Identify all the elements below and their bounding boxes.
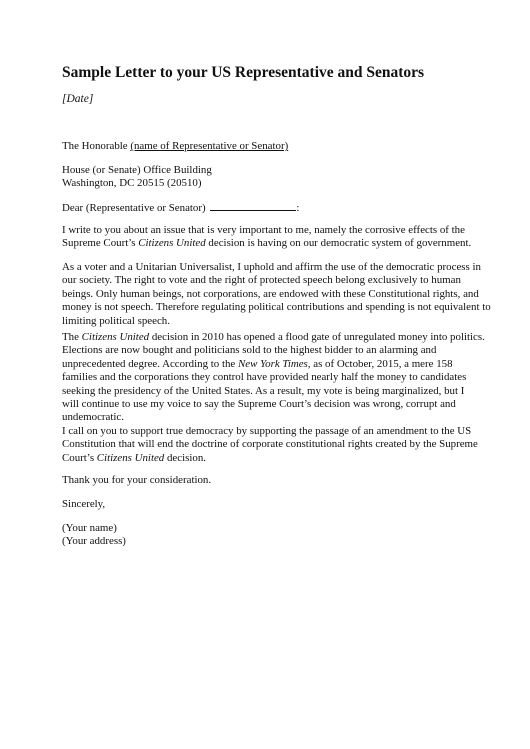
paragraph-4-line [62,452,482,465]
paragraph-2-line: As a voter and a Unitarian Universalist, I uphold and affirm the use of the democratic process in [62,261,481,273]
paragraph-3-line [62,358,482,371]
paragraph-3-line: families and the corporations they control have provided nearly half the money to candidates [62,371,467,384]
paragraph-3-line: will continue to use my voice to say the Supreme Court’s decision was wrong, corrupt and [62,398,456,411]
paragraph-2-line: limiting political speech. [62,314,170,327]
paragraph-4 [62,425,482,465]
paragraph-3 [62,331,485,425]
greeting-text: Dear (Representative or Senator) [62,202,209,214]
signature-name: (Your name) [62,522,117,534]
paragraph-4-text: Court’s [62,451,97,464]
greeting-line [62,201,482,215]
address-line-2: Washington, DC 20515 (20510) [62,177,202,190]
paragraph-4-italic: Citizens United [96,451,165,464]
greeting-suffix: : [296,202,300,214]
recipient-address [62,164,482,191]
paragraph-3-italic: Citizens United [81,331,150,343]
recipient-prefix: The Honorable [62,140,131,152]
paragraph-2-line: our society. The right to vote and the right of protected speech belong exclusively to human [62,274,461,287]
paragraph-3-text: The [62,331,82,343]
date-placeholder: [Date] [62,93,94,105]
paragraph-3-text: as of October, 2015, a mere 158 [310,357,453,370]
page-title: Sample Letter to your US Representative and Senators [62,64,425,81]
paragraph-3-line: seeking the presidency of the United States. As a result, my vote is being marginalized, but I [62,384,465,397]
signature-address: (Your address) [62,535,126,548]
paragraph-4-text: decision. [164,451,207,464]
recipient-name: (name of Representative or Senator) [130,140,289,152]
signature-block [62,522,482,549]
paragraph-2 [62,261,491,328]
paragraph-1-part-2: decision is having on our democratic system of government. [205,237,472,250]
closing-line: Sincerely, [62,498,106,510]
paragraph-2-line: money is not speech. Therefore regulating political contributions and spending is not equivalent to [62,301,491,314]
paragraph-4-line: I call on you to support true democracy by supporting the passage of an amendment to the US [62,425,472,437]
paragraph-4-line: Constitution that will end the doctrine of corporate constitutional rights created by the Supreme [62,438,478,451]
paragraph-3-line [62,331,485,344]
greeting-blank-line [210,201,296,211]
paragraph-3-line: Elections are now bought and politicians sold to the highest bidder to an alarming and [62,344,437,357]
paragraph-3-italic: New York Times, [238,357,311,370]
paragraph-1-part-1: I write to you about an issue that is very important to me, namely the corrosive effects of the Supreme Court’s [62,224,465,250]
thanks-line: Thank you for your consideration. [62,474,212,486]
paragraph-1 [62,224,482,251]
paragraph-2-line: beings. Only human beings, not corporations, are endowed with these Constitutional rights, and [62,287,479,300]
paragraph-3-line: undemocratic. [62,411,124,424]
recipient-line [62,140,482,153]
paragraph-3-text: unprecedented degree. According to the [62,357,238,370]
address-line-1: House (or Senate) Office Building [62,164,212,176]
paragraph-3-text: decision in 2010 has opened a flood gate of unregulated money into politics. [149,331,485,343]
paragraph-1-italic: Citizens United [138,237,206,250]
